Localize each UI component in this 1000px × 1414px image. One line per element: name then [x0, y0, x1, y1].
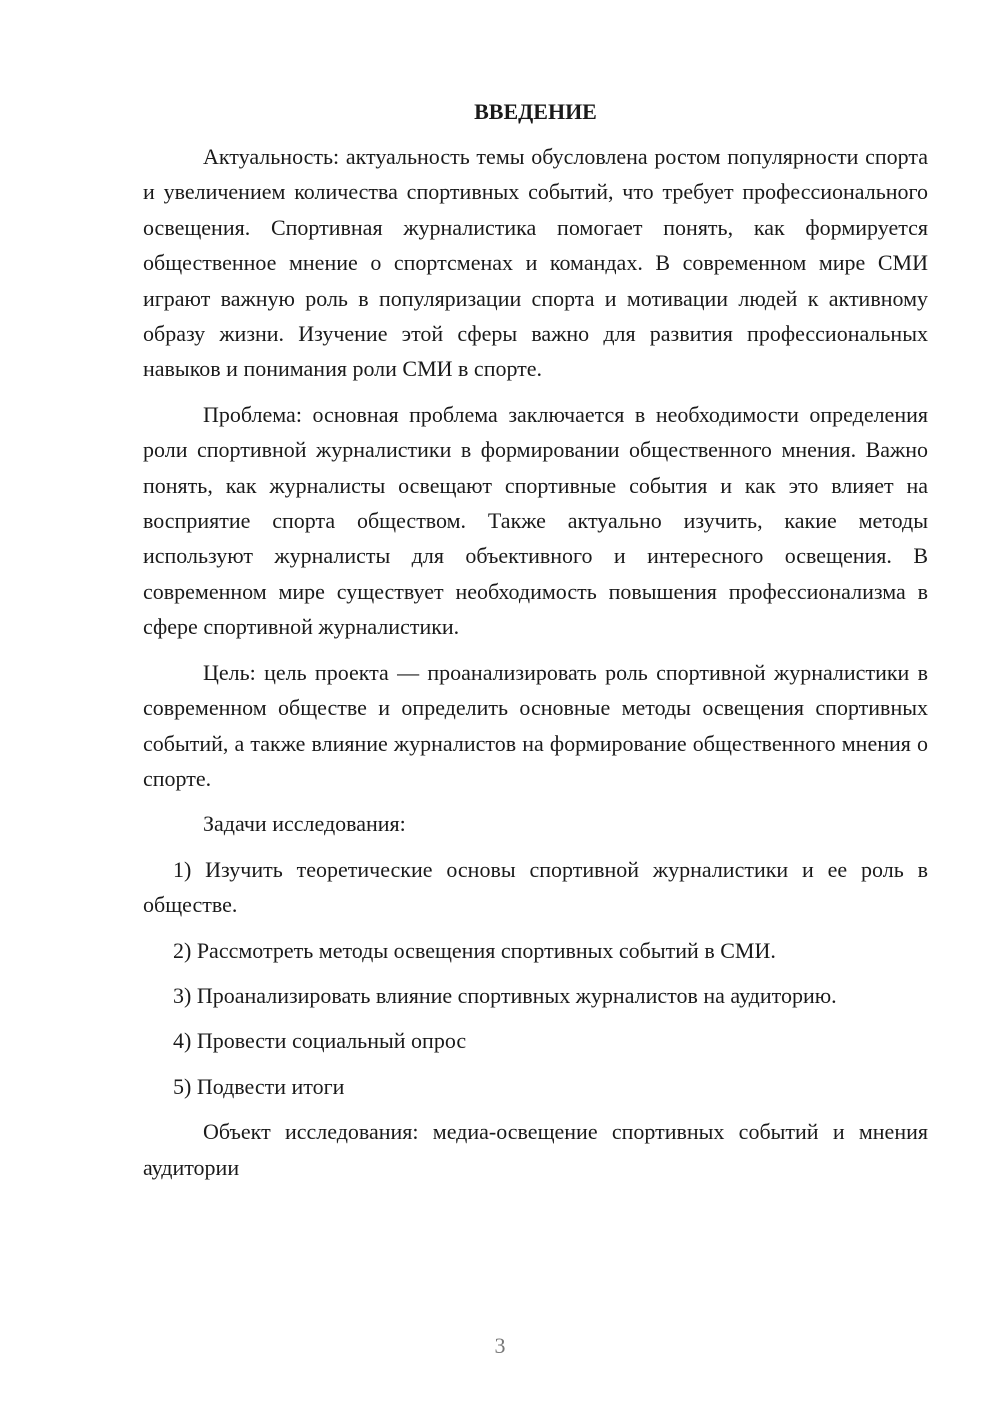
- tasks-title: Задачи исследования:: [203, 811, 406, 837]
- page-number: 3: [494, 1333, 506, 1358]
- section-heading: ВВЕДЕНИЕ: [474, 99, 597, 124]
- paragraph-object: Объект исследования: медиа-освещение спортивных событий и мнения аудитории: [143, 1119, 928, 1180]
- task-item: 1) Изучить теоретические основы спортивной журналистики и ее роль в обществе.: [143, 856, 928, 918]
- paragraph-problem: Проблема: основная проблема заключается в необходимости определения роли спортивной журналистики в формировании общественного мнения. Важно понять, как журналисты освещают спортивные события и как это влияет на восприятие спорта обществом. Также актуально изучить, какие методы используют журналисты для объективного и интересного освещения. В современном мире существует необходимость повышения профессионализма в сфере спортивной журналистики.: [143, 401, 928, 640]
- task-item: 4) Провести социальный опрос: [173, 1028, 467, 1054]
- task-item: 5) Подвести итоги: [173, 1073, 345, 1099]
- paragraph-goal: Цель: цель проекта — проанализировать роль спортивной журналистики в современном обществе и определить основные методы освещения спортивных событий, а также влияние журналистов на формирование общественного мнения о спорте.: [143, 659, 928, 791]
- task-item: 3) Проанализировать влияние спортивных журналистов на аудиторию.: [173, 982, 837, 1008]
- paragraph-relevance: Актуальность: актуальность темы обусловлена ростом популярности спорта и увеличением количества спортивных событий, что требует профессионального освещения. Спортивная журналистика помогает понять, как формируется общественное мнение о спортсменах и командах. В современном мире СМИ играют важную роль в популяризации спорта и мотивации людей к активному образу жизни. Изучение этой сферы важно для развития профессиональных навыков и понимания роли СМИ в спорте.: [143, 144, 928, 382]
- page-content: [143, 94, 928, 1185]
- task-item: 2) Рассмотреть методы освещения спортивных событий в СМИ.: [173, 937, 776, 963]
